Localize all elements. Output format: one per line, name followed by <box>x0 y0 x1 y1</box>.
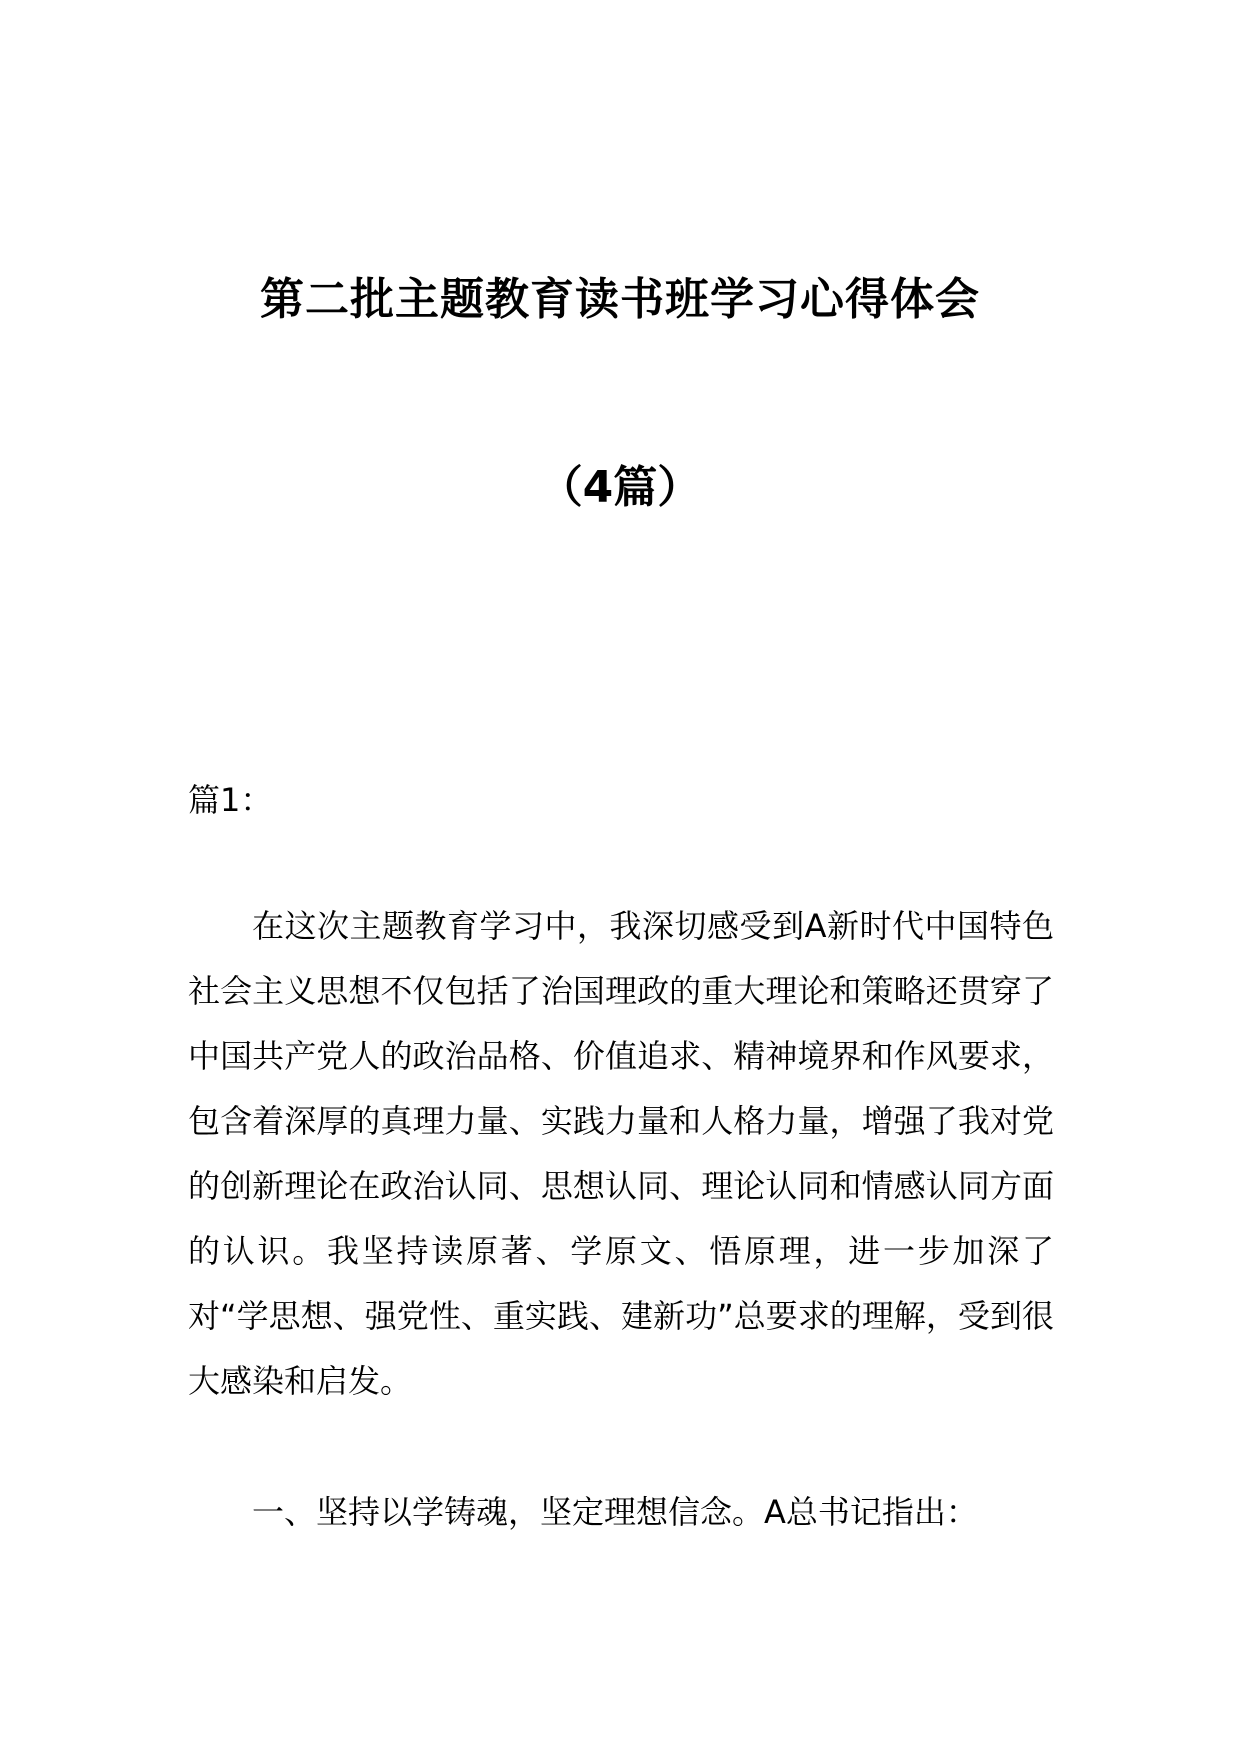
body-paragraph-2: 一、坚持以学铸魂，坚定理想信念。A总书记指出： <box>252 1493 978 1531</box>
document-subtitle: （4篇） <box>538 462 702 513</box>
section-label: 篇1： <box>188 781 273 819</box>
document-title: 第二批主题教育读书班学习心得体会 <box>260 274 980 325</box>
body-paragraph-1: 在这次主题教育学习中，我深切感受到A新时代中国特色社会主义思想不仅包括了治国理政的重大理论和策略还贯穿了中国共产党人的政治品格、价值追求、精神境界和作风要求，包含着深厚的真理力量、实践力量和人格力量，增强了我对党的创新理论在政治认同、思想认同、理论认同和情感认同方面的认识。我坚持读原著、学原文、悟原理，进一步加深了对“学思想、强党性、重实践、建新功”总要求的理解，受到很大感染和启发。 <box>188 907 1054 1400</box>
